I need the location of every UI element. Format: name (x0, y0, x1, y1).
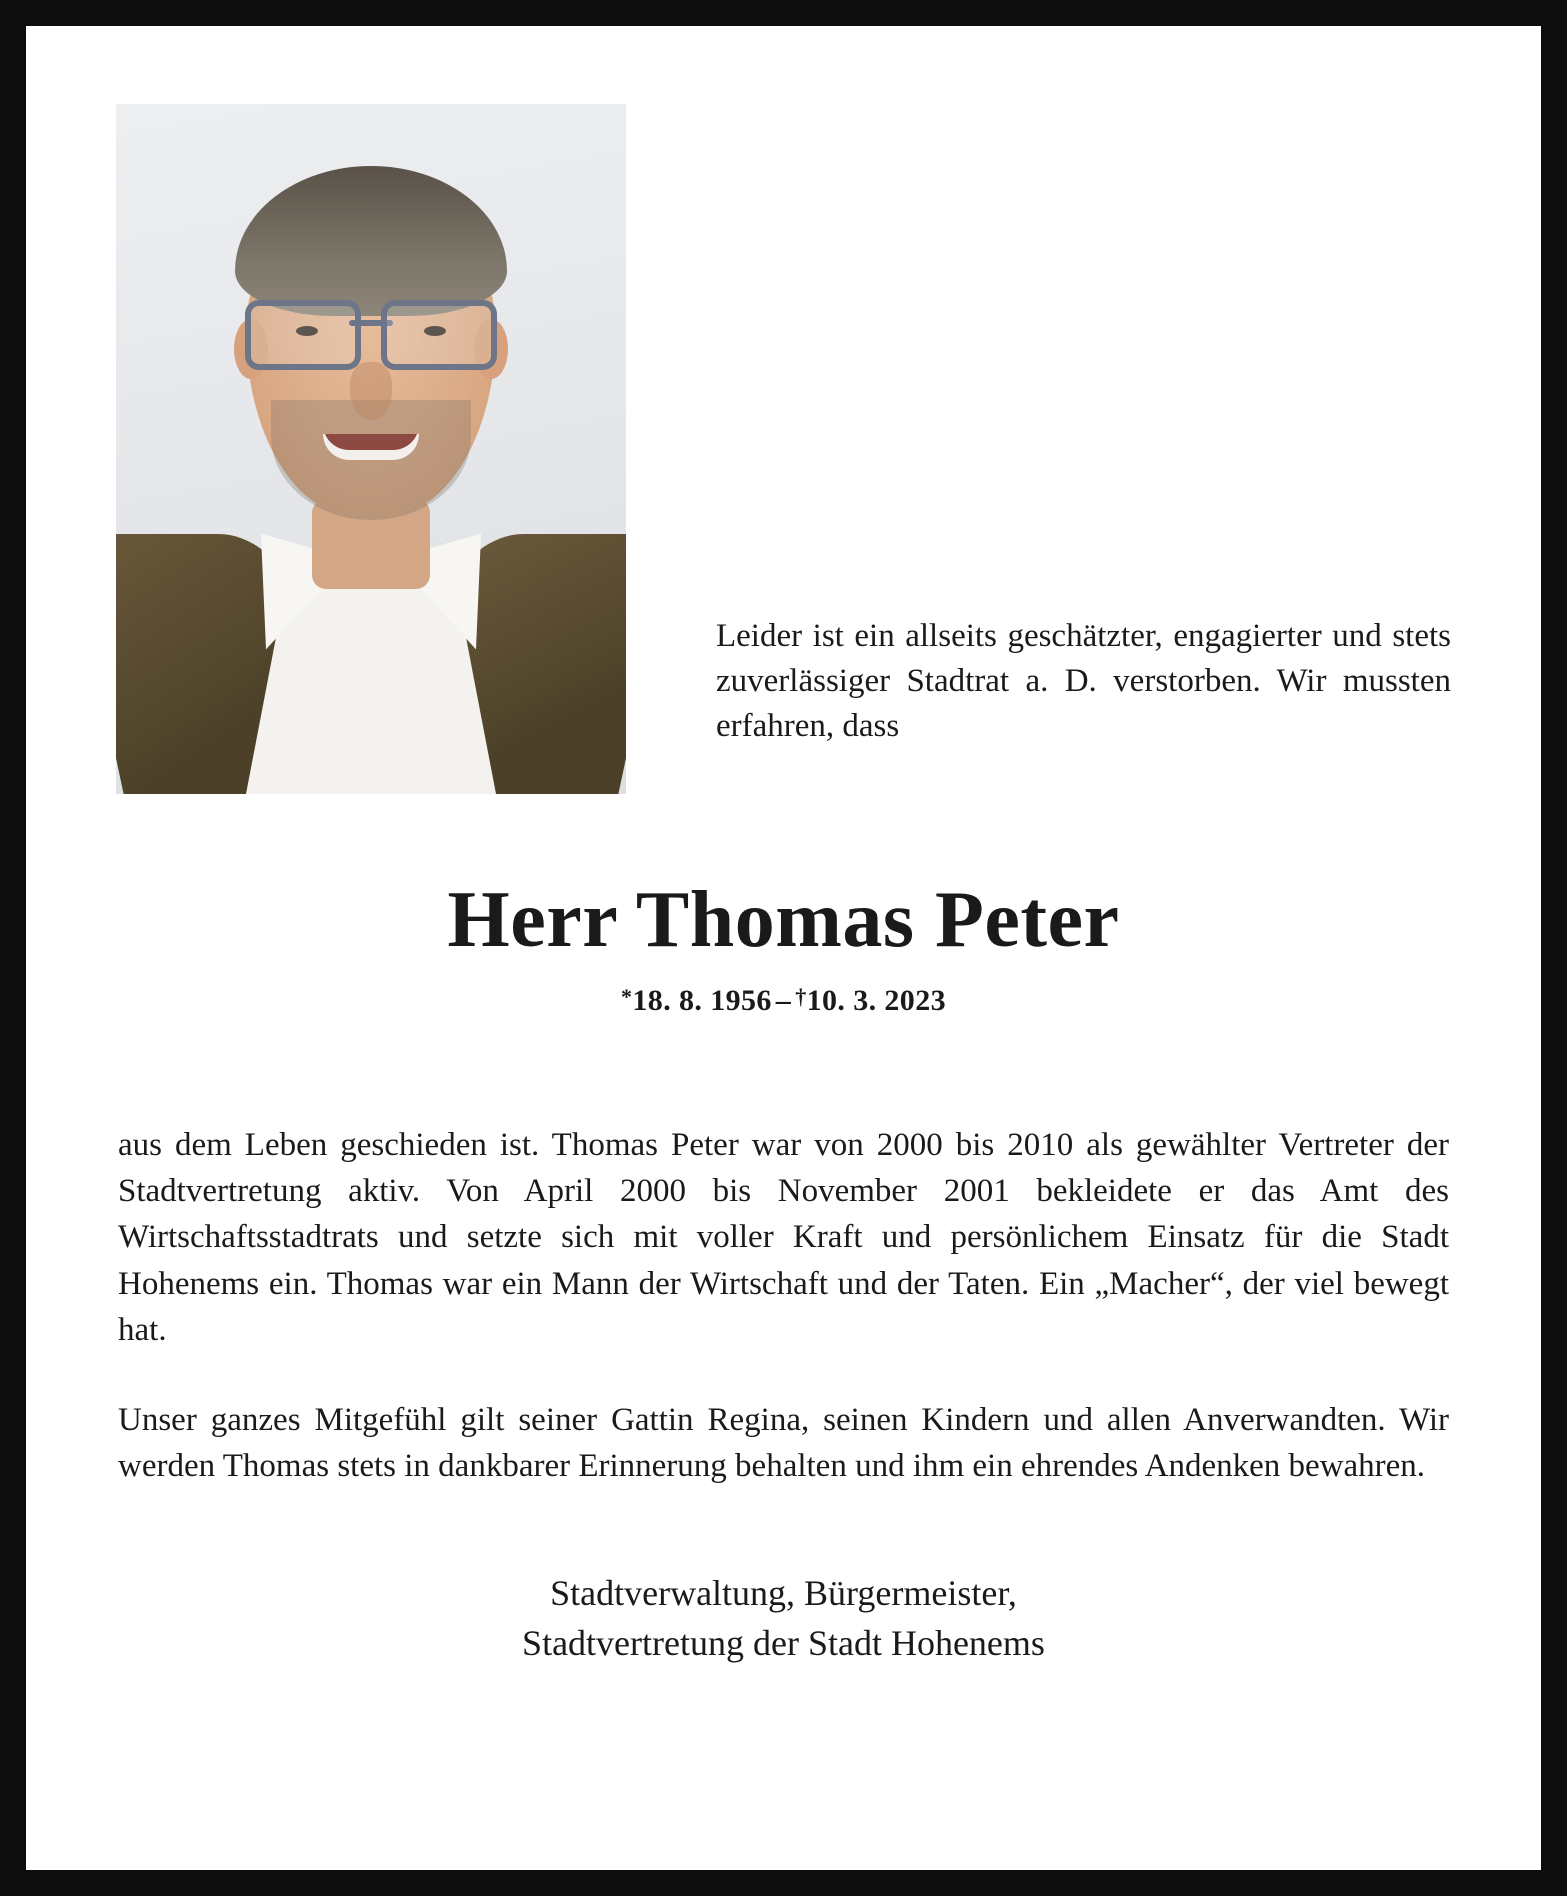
top-section (26, 26, 1541, 794)
death-symbol: † (795, 984, 807, 1009)
body-text (26, 1122, 1541, 1489)
portrait-nose (350, 362, 392, 420)
portrait-glasses-lens-right (381, 300, 497, 370)
signature-block (26, 1569, 1541, 1668)
portrait-glasses-lens-left (245, 300, 361, 370)
name-block (26, 878, 1541, 1018)
life-dates (26, 984, 1541, 1018)
intro-text: Leider ist ein allseits geschätzter, engagierter und stets zuverlässiger Stadtrat a. D. verstorben. Wir mussten erfahren, dass (716, 618, 1451, 744)
signature-line-2: Stadtvertretung der Stadt Hohenems (522, 1622, 1045, 1663)
portrait-glasses (245, 300, 497, 362)
deceased-name: Herr Thomas Peter (447, 876, 1120, 964)
birth-date: 18. 8. 1956 (632, 984, 772, 1017)
portrait-photo (116, 104, 626, 794)
body-paragraph-1: aus dem Leben geschieden ist. Thomas Peter war von 2000 bis 2010 als gewählter Vertreter der Stadtvertretung aktiv. Von April 2000 bis November 2001 bekleidete er das Amt des Wirtschaftsstadtrats und setzte sich mit voller Kraft und persönlichem Einsatz für die Stadt Hohenems ein. Thomas war ein Mann der Wirtschaft und der Taten. Ein „Macher“, der viel bewegt hat. (118, 1127, 1449, 1348)
intro-container (626, 104, 1451, 749)
date-separator: – (775, 984, 792, 1017)
signature-line-1: Stadtverwaltung, Bürgermeister, (550, 1573, 1017, 1614)
portrait-mouth (323, 434, 419, 460)
obituary-inner-panel (26, 26, 1541, 1870)
body-paragraph-2: Unser ganzes Mitgefühl gilt seiner Gattin Regina, seinen Kindern und allen Anverwandten. Wir werden Thomas stets in dankbarer Erinnerung behalten und ihm ein ehrendes Andenken bewahren. (118, 1401, 1449, 1485)
birth-symbol: * (620, 984, 633, 1009)
portrait-container (116, 104, 626, 794)
death-date: 10. 3. 2023 (806, 984, 947, 1017)
